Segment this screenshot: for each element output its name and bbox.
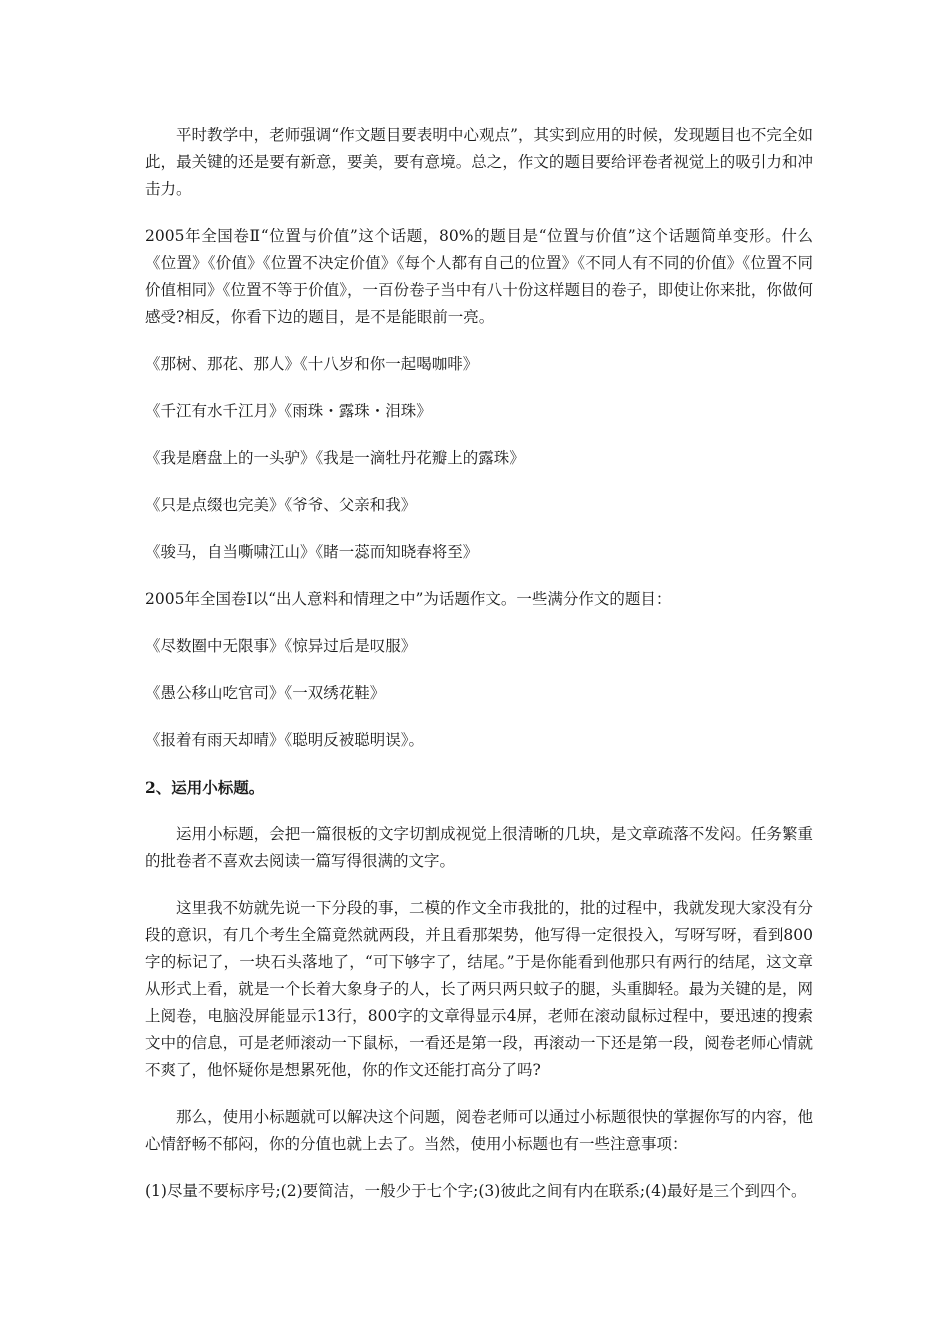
full-score-title-line: 《尽数圈中无限事》《惊异过后是叹服》	[145, 637, 417, 655]
full-score-title-line: 《愚公移山吃官司》《一双绣花鞋》	[145, 684, 386, 702]
title-example-line: 《我是磨盘上的一头驴》《我是一滴牡丹花瓣上的露珠》	[145, 449, 525, 467]
paragraph-subtitles-intro: 运用小标题，会把一篇很板的文字切割成视觉上很清晰的几块，是文章疏落不发闷。任务繁重的批卷者不喜欢去阅读一篇写得很满的文字。	[145, 825, 813, 870]
full-score-title-line: 《报着有雨天却晴》《聪明反被聪明误》。	[145, 731, 425, 749]
paragraph-subtitles-benefit: 那么，使用小标题就可以解决这个问题，阅卷老师可以通过小标题很快的掌握你写的内容，他心情舒畅不郁闷，你的分值也就上去了。当然，使用小标题也有一些注意事项：	[145, 1108, 813, 1153]
title-example-line: 《那树、那花、那人》《十八岁和你一起喝咖啡》	[145, 355, 479, 373]
paragraph-paragraphing: 这里我不妨就先说一下分段的事，二模的作文全市我批的，批的过程中，我就发现大家没有分段的意识，有几个考生全篇竟然就两段，并且看那架势，他写得一定很投入，写呀写呀，看到800字的标记了，一块石头落地了，“可下够字了，结尾。”于是你能看到他那只有两行的结尾，这文章从形式上看，就是一个长着大象身子的人，长了两只两只蚊子的腿，头重脚轻。最为关键的是，网上阅卷，电脑没屏能显示13行，800字的文章得显示4屏，老师在滚动鼠标过程中，要迅速的搜索文中的信息，可是老师滚动一下鼠标，一看还是第一段，再滚动一下还是第一段，阅卷老师心情就不爽了，他怀疑你是想累死他，你的作文还能打高分了吗?	[145, 899, 813, 1079]
paragraph-notes-list: (1)尽量不要标序号;(2)要简洁，一般少于七个字;(3)彼此之间有内在联系;(4)最好是三个到四个。	[145, 1182, 807, 1200]
paragraph-2005-exam-ii: 2005年全国卷Ⅱ“位置与价值”这个话题，80%的题目是“位置与价值”这个话题简单变形。什么《位置》《价值》《位置不决定价值》《每个人都有自己的位置》《不同人有不同的价值》《位置不同价值相同》《位置不等于价值》，一百份卷子当中有八十份这样题目的卷子，即使让你来批，你做何感受?相反，你看下边的题目，是不是能眼前一亮。	[145, 227, 813, 326]
section-heading: 2、运用小标题。	[145, 778, 265, 797]
document-body	[145, 122, 813, 1225]
paragraph-intro: 平时教学中，老师强调“作文题目要表明中心观点”，其实到应用的时候，发现题目也不完全如此，最关键的还是要有新意，要美，要有意境。总之，作文的题目要给评卷者视觉上的吸引力和冲击力。	[145, 126, 813, 198]
title-example-line: 《只是点缀也完美》《爷爷、父亲和我》	[145, 496, 417, 514]
title-example-line: 《骏马，自当嘶啸江山》《睹一蕊而知晓春将至》	[145, 543, 479, 561]
title-example-line: 《千江有水千江月》《雨珠・露珠・泪珠》	[145, 402, 432, 420]
paragraph-2005-exam-i: 2005年全国卷Ⅰ以“出人意料和情理之中”为话题作文。一些满分作文的题目：	[145, 590, 672, 608]
